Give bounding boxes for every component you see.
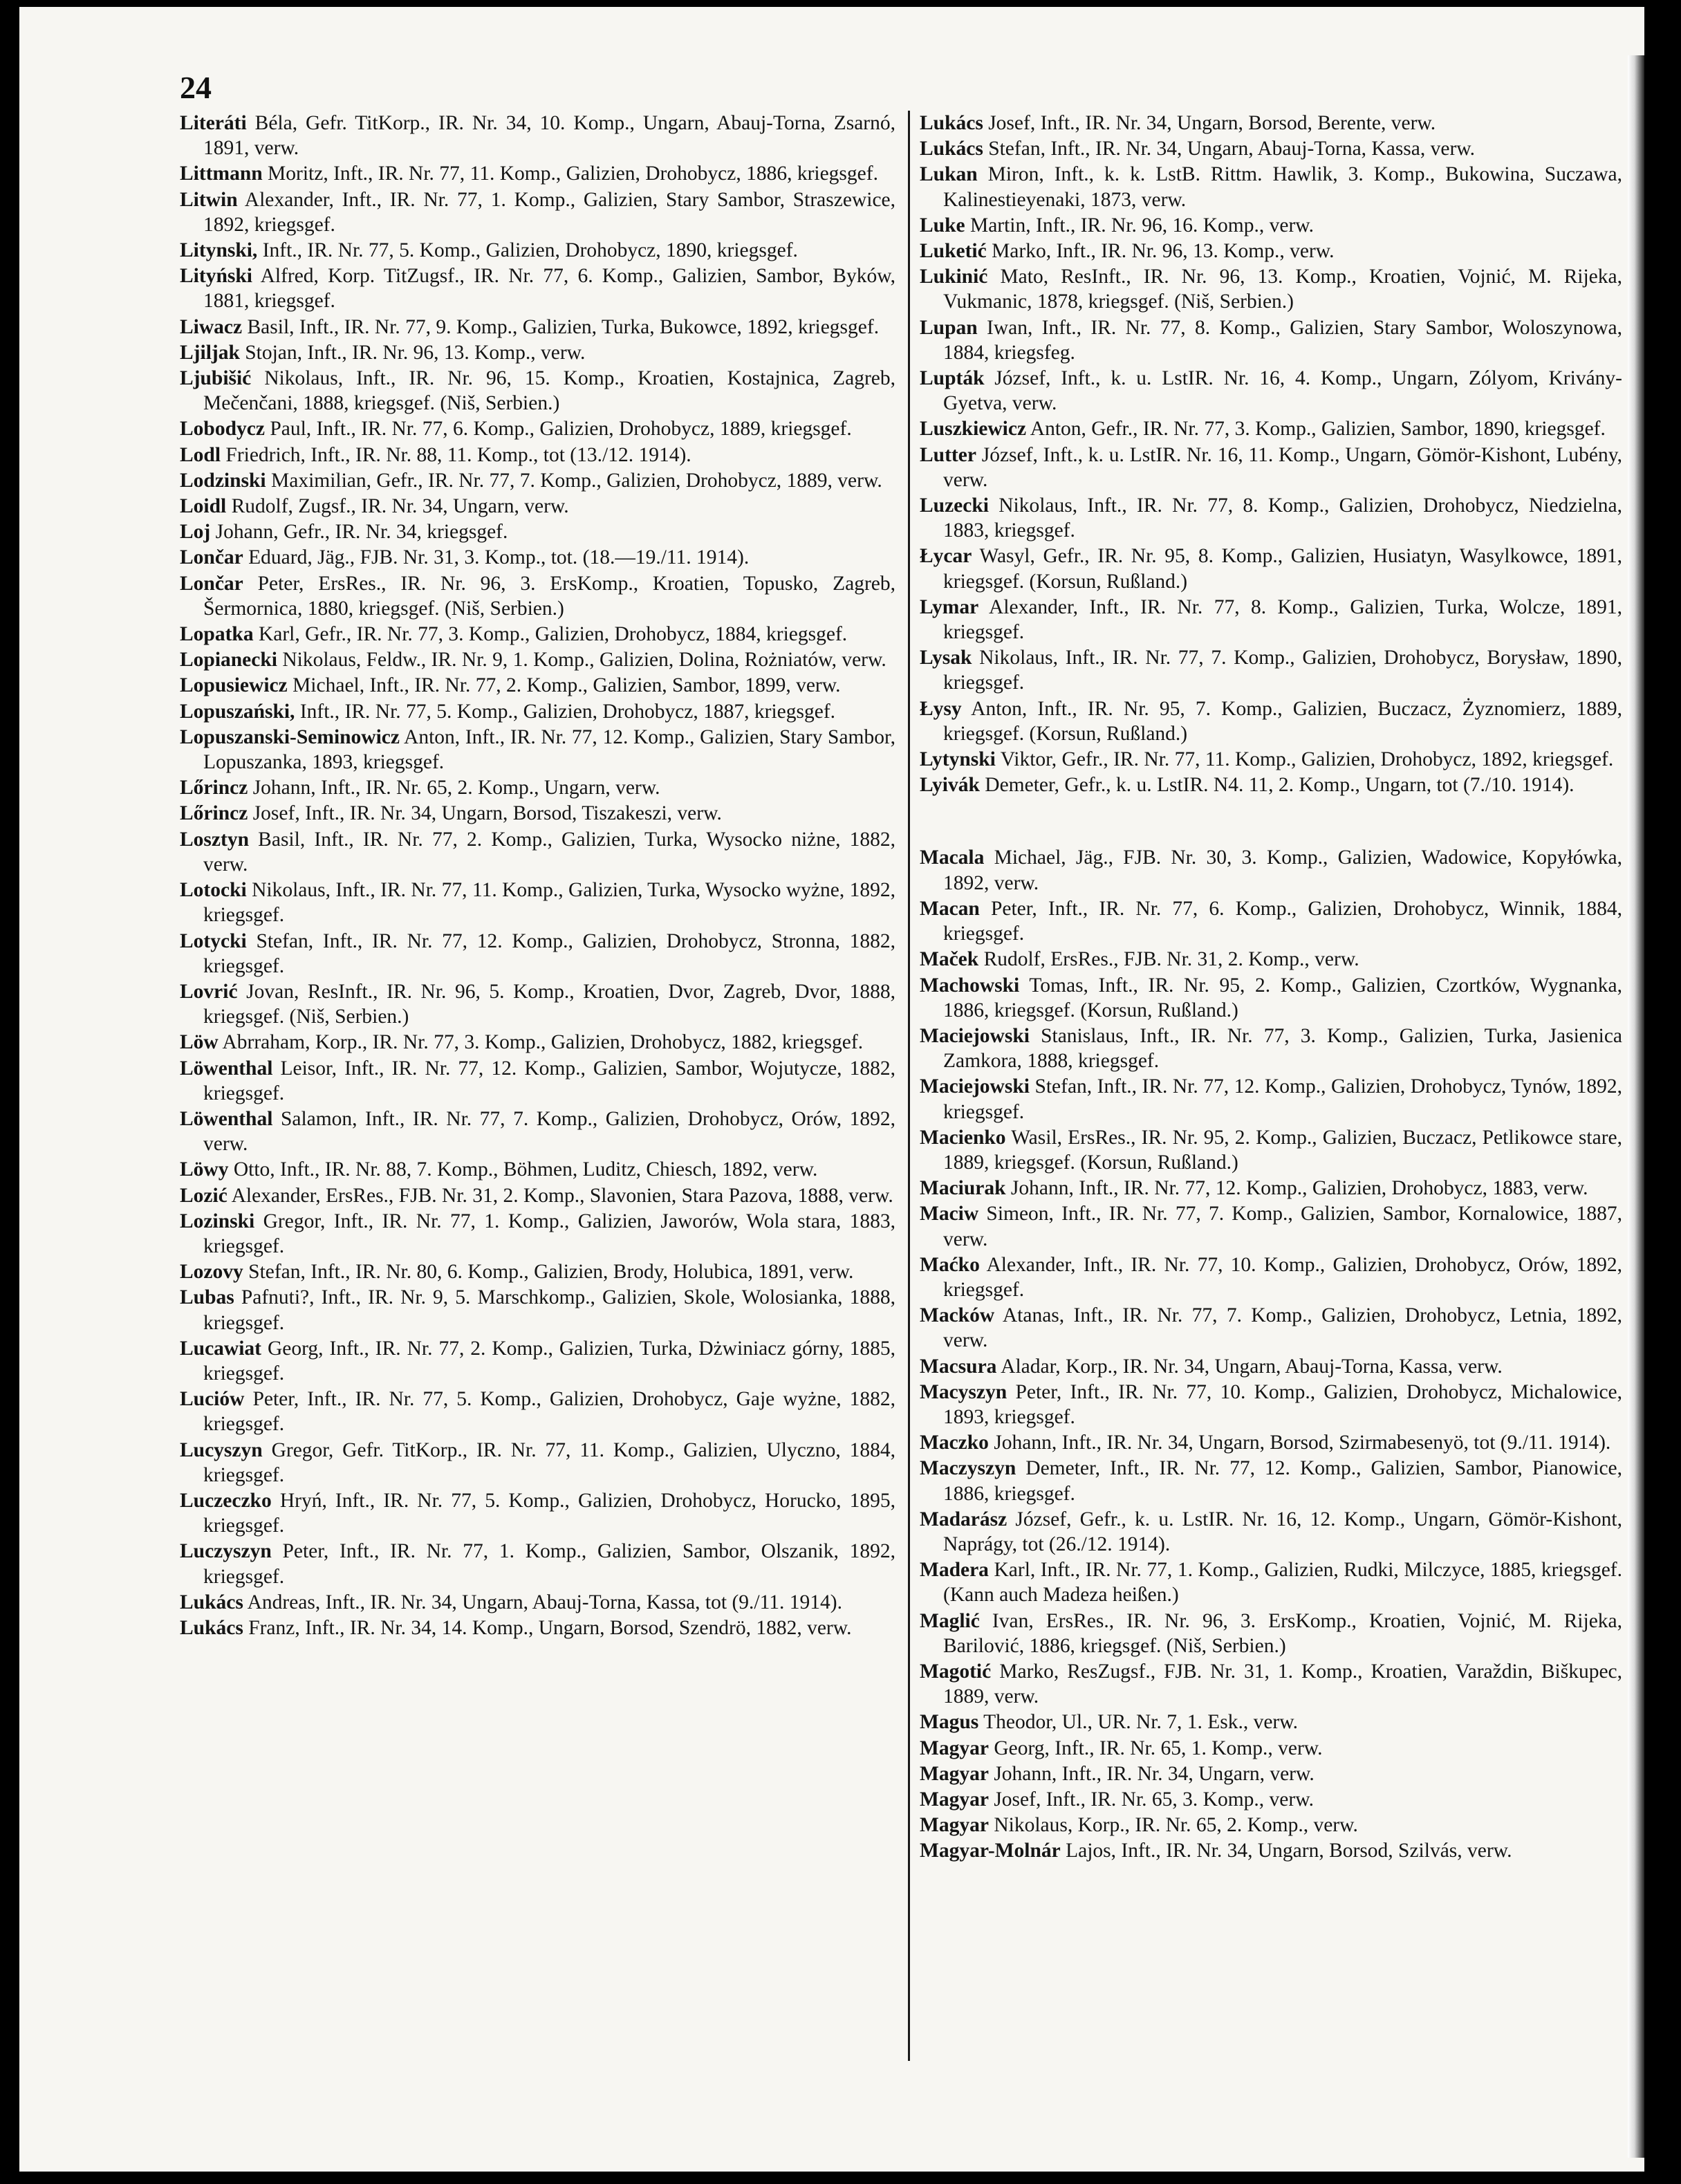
entry-details: Alexander, Inft., IR. Nr. 77, 1. Komp., Galizien, Stary Sambor, Straszewice, 1892, kriegsgef.: [203, 188, 895, 236]
entry-details: Karl, Inft., IR. Nr. 77, 1. Komp., Galizien, Rudki, Milczyce, 1885, kriegsgef. (Kann auch Madeza heißen.): [943, 1559, 1622, 1607]
entry-details: Basil, Inft., IR. Nr. 77, 9. Komp., Galizien, Turka, Bukowce, 1892, kriegsgef.: [247, 315, 880, 338]
entry-surname: Maciejowski: [920, 1075, 1030, 1098]
entry-details: Basil, Inft., IR. Nr. 77, 2. Komp., Galizien, Turka, Wysocko niżne, 1882, verw.: [203, 828, 896, 876]
entry-surname: Ljiljak: [180, 341, 240, 364]
entry-surname: Maciurak: [920, 1177, 1006, 1200]
entry-surname: Lutter: [920, 443, 976, 466]
scan-edge-stripe: [1628, 55, 1644, 2158]
entry-details: Nikolaus, Inft., IR. Nr. 77, 11. Komp., Galizien, Turka, Wysocko wyżne, 1892, kriegsgef.: [203, 879, 896, 927]
register-entry: [180, 827, 895, 877]
entry-surname: Maćko: [920, 1253, 980, 1276]
entry-surname: Magyar: [920, 1737, 989, 1759]
entry-surname: Maciejowski: [920, 1024, 1030, 1047]
entry-details: Alexander, ErsRes., FJB. Nr. 31, 2. Komp., Slavonien, Stara Pazova, 1888, verw.: [231, 1184, 893, 1207]
entry-details: Simeon, Inft., IR. Nr. 77, 7. Komp., Galizien, Sambor, Kornalowice, 1887, verw.: [943, 1203, 1622, 1250]
entry-details: Peter, Inft., IR. Nr. 77, 6. Komp., Galizien, Drohobycz, Winnik, 1884, kriegsgef.: [943, 897, 1622, 945]
register-entry: [920, 1024, 1622, 1073]
register-entry: [920, 1838, 1622, 1863]
register-entry: [920, 896, 1622, 946]
entry-details: Anton, Inft., IR. Nr. 95, 7. Komp., Galizien, Buczacz, Żyznomierz, 1889, kriegsgef. (Korsun, Rußland.): [943, 697, 1622, 745]
register-entry: [180, 1336, 895, 1386]
entry-details: Jovan, ResInft., IR. Nr. 96, 5. Komp., Kroatien, Dvor, Zagreb, Dvor, 1888, kriegsgef. (Niš, Serbien.): [203, 980, 895, 1028]
entry-details: Wasyl, Gefr., IR. Nr. 95, 8. Komp., Galizien, Husiatyn, Wasylkowce, 1891, kriegsgef. (Korsun, Rußland.): [943, 545, 1622, 593]
entry-details: Johann, Inft., IR. Nr. 34, Ungarn, verw.: [994, 1762, 1315, 1785]
register-entry: [180, 1488, 895, 1538]
entry-surname: Macan: [920, 897, 980, 920]
register-entry: [180, 775, 895, 800]
entry-details: Béla, Gefr. TitKorp., IR. Nr. 34, 10. Komp., Ungarn, Abauj-Torna, Zsarnó, 1891, verw.: [203, 112, 895, 160]
entry-details: Nikolaus, Inft., IR. Nr. 77, 8. Komp., Galizien, Drohobycz, Niedzielna, 1883, kriegsgef.: [943, 494, 1622, 542]
entry-surname: Lovrić: [180, 980, 238, 1003]
register-entry: [920, 595, 1622, 645]
entry-surname: Luszkiewicz: [920, 418, 1027, 441]
entry-details: Andreas, Inft., IR. Nr. 34, Ungarn, Abauj-Torna, Kassa, tot (9./11. 1914).: [247, 1591, 842, 1613]
register-entry: [180, 1107, 895, 1156]
entry-details: Peter, ErsRes., IR. Nr. 96, 3. ErsKomp., Kroatien, Topusko, Zagreb, Šermornica, 1880, kriegsgef. (Niš, Serbien.): [203, 572, 896, 620]
entry-surname: Losztyn: [180, 828, 249, 851]
entry-surname: Löwenthal: [180, 1057, 273, 1080]
entry-surname: Litynski,: [180, 239, 258, 262]
entry-surname: Magotić: [920, 1660, 992, 1683]
register-entry: [180, 622, 895, 647]
register-entry: [920, 264, 1622, 314]
entry-surname: Luczeczko: [180, 1489, 272, 1512]
register-entry: [920, 973, 1622, 1023]
entry-details: Stefan, Inft., IR. Nr. 77, 12. Komp., Galizien, Drohobycz, Stronna, 1882, kriegsgef.: [203, 929, 896, 977]
entry-surname: Luzecki: [920, 494, 989, 517]
entry-surname: Luciów: [180, 1388, 245, 1411]
register-entry: [180, 111, 895, 160]
register-entry: [180, 1285, 895, 1335]
entry-details: Demeter, Gefr., k. u. LstIR. N4. 11, 2. Komp., Ungarn, tot (7./10. 1914).: [985, 774, 1575, 797]
entry-details: Maximilian, Gefr., IR. Nr. 77, 7. Komp., Galizien, Drohobycz, 1889, verw.: [271, 469, 882, 492]
register-entry: [920, 1430, 1622, 1455]
register-entry: [180, 494, 895, 519]
register-entry: [180, 187, 895, 237]
entry-details: József, Gefr., k. u. LstIR. Nr. 16, 12. Komp., Ungarn, Gömör-Kishont, Naprágy, tot (26./12. 1914).: [943, 1508, 1622, 1555]
entry-details: József, Inft., k. u. LstIR. Nr. 16, 4. Komp., Ungarn, Zólyom, Krivány-Gyetva, verw.: [943, 367, 1622, 415]
register-entry: [180, 1259, 895, 1284]
right-column-l-section: [920, 111, 1622, 797]
register-entry: [920, 315, 1622, 365]
section-gap: [920, 798, 1622, 845]
entry-details: Wasil, ErsRes., IR. Nr. 95, 2. Komp., Galizien, Buczacz, Petlikowce stare, 1889, kriegsgef. (Korsun, Rußland.): [943, 1126, 1622, 1174]
register-entry: [920, 1659, 1622, 1709]
entry-details: Peter, Inft., IR. Nr. 77, 10. Komp., Galizien, Drohobycz, Michalowice, 1893, kriegsgef.: [943, 1380, 1623, 1428]
register-entry: [920, 544, 1622, 593]
register-entry: [180, 801, 895, 826]
register-entry: [920, 747, 1622, 772]
entry-details: Georg, Inft., IR. Nr. 77, 2. Komp., Galizien, Turka, Dżwiniacz górny, 1885, kriegsgef.: [203, 1337, 896, 1385]
register-entry: [180, 1030, 895, 1055]
entry-details: Eduard, Jäg., FJB. Nr. 31, 3. Komp., tot. (18.—19./11. 1914).: [248, 546, 750, 569]
entry-details: Demeter, Inft., IR. Nr. 77, 12. Komp., Galizien, Sambor, Pianowice, 1886, kriegsgef.: [943, 1457, 1623, 1505]
entry-details: Stefan, Inft., IR. Nr. 34, Ungarn, Abauj-Torna, Kassa, verw.: [988, 138, 1476, 160]
entry-surname: Lopianecki: [180, 649, 277, 672]
register-entry: [920, 111, 1622, 136]
register-entry: [920, 493, 1622, 543]
register-entry: [920, 1354, 1622, 1379]
register-entry: [180, 468, 895, 493]
entry-surname: Magyar: [920, 1814, 989, 1837]
register-entry: [920, 645, 1622, 695]
entry-details: Stanislaus, Inft., IR. Nr. 77, 3. Komp., Galizien, Turka, Jasienica Zamkora, 1888, kriegsgef.: [943, 1024, 1623, 1073]
register-entry: [180, 545, 895, 570]
entry-details: Nikolaus, Inft., IR. Nr. 96, 15. Komp., Kroatien, Kostajnica, Zagreb, Mečenčani, 1888, kriegsgef. (Niš, Serbien.): [203, 367, 895, 415]
register-entry: [920, 416, 1622, 441]
register-entry: [920, 1557, 1622, 1607]
entry-details: Anton, Inft., IR. Nr. 77, 12. Komp., Galizien, Stary Sambor, Lopuszanka, 1893, kriegsgef.: [203, 725, 896, 774]
entry-surname: Lysak: [920, 647, 972, 669]
register-entry: [920, 1201, 1622, 1251]
entry-surname: Macyszyn: [920, 1380, 1007, 1403]
register-entry: [920, 1813, 1622, 1838]
register-entry: [180, 366, 895, 416]
entry-details: Nikolaus, Korp., IR. Nr. 65, 2. Komp., verw.: [994, 1814, 1358, 1837]
entry-details: Otto, Inft., IR. Nr. 88, 7. Komp., Böhmen, Luditz, Chiesch, 1892, verw.: [233, 1158, 818, 1181]
entry-surname: Lupták: [920, 367, 985, 390]
register-entry: [180, 571, 895, 621]
entry-surname: Ljubišić: [180, 367, 252, 390]
entry-details: Anton, Gefr., IR. Nr. 77, 3. Komp., Galizien, Sambor, 1890, kriegsgef.: [1030, 418, 1606, 441]
entry-details: Ivan, ErsRes., IR. Nr. 96, 3. ErsKomp., Kroatien, Vojnić, M. Rijeka, Barilović, 1886, kriegsgef. (Niš, Serbien.): [943, 1609, 1623, 1657]
entry-surname: Macsura: [920, 1355, 997, 1378]
register-entry: [920, 162, 1622, 212]
entry-details: Stefan, Inft., IR. Nr. 80, 6. Komp., Galizien, Brody, Holubica, 1891, verw.: [248, 1261, 854, 1284]
entry-surname: Lőrincz: [180, 802, 248, 825]
entry-surname: Lymar: [920, 595, 979, 618]
entry-surname: Magyar: [920, 1788, 989, 1811]
entry-details: Mato, ResInft., IR. Nr. 96, 13. Komp., Kroatien, Vojnić, M. Rijeka, Vukmanic, 1878, kriegsgef. (Niš, Serbien.): [943, 266, 1622, 313]
entry-surname: Lucyszyn: [180, 1438, 263, 1461]
register-entry: [180, 263, 895, 313]
entry-surname: Maczko: [920, 1432, 989, 1454]
entry-surname: Lončar: [180, 546, 243, 569]
entry-surname: Literáti: [180, 112, 247, 134]
register-entry: [920, 1380, 1622, 1429]
register-entry: [920, 1456, 1622, 1506]
entry-surname: Lyivák: [920, 774, 980, 797]
entry-details: Michael, Inft., IR. Nr. 77, 2. Komp., Galizien, Sambor, 1899, verw.: [292, 674, 841, 697]
entry-surname: Luketić: [920, 240, 987, 263]
register-entry: [920, 845, 1622, 895]
register-entry: [920, 772, 1622, 797]
entry-surname: Magus: [920, 1711, 979, 1734]
register-entry: [920, 239, 1622, 263]
entry-surname: Lukács: [180, 1616, 243, 1639]
column-divider: [908, 111, 910, 2061]
register-entry: [920, 1252, 1622, 1302]
entry-surname: Lukács: [920, 138, 983, 160]
entry-surname: Macala: [920, 846, 985, 869]
register-entry: [180, 1387, 895, 1436]
entry-details: Inft., IR. Nr. 77, 5. Komp., Galizien, Drohobycz, 1887, kriegsgef.: [299, 700, 836, 723]
register-entry: [920, 366, 1622, 416]
entry-surname: Lukinić: [920, 266, 988, 288]
entry-details: Miron, Inft., k. k. LstB. Rittm. Hawlik, 3. Komp., Bukowina, Suczawa, Kalinestieyenaki, 1873, verw.: [943, 163, 1623, 211]
register-entry: [920, 1176, 1622, 1201]
entry-details: Alexander, Inft., IR. Nr. 77, 8. Komp., Galizien, Turka, Wolcze, 1891, kriegsgef.: [943, 595, 1622, 644]
entry-surname: Löwenthal: [180, 1107, 273, 1130]
register-entry: [920, 1125, 1622, 1175]
entry-details: Josef, Inft., IR. Nr. 65, 3. Komp., verw.: [994, 1788, 1314, 1811]
register-entry: [180, 647, 895, 672]
entry-details: Gregor, Gefr. TitKorp., IR. Nr. 77, 11. Komp., Galizien, Ulyczno, 1884, kriegsgef.: [203, 1438, 896, 1486]
entry-surname: Lozovy: [180, 1261, 243, 1284]
entry-details: Marko, ResZugsf., FJB. Nr. 31, 1. Komp., Kroatien, Varaždin, Biškupec, 1889, verw.: [943, 1660, 1623, 1708]
register-entry: [180, 1590, 895, 1615]
entry-surname: Littmann: [180, 163, 263, 185]
entry-surname: Lupan: [920, 316, 978, 339]
register-entry: [180, 315, 895, 340]
register-entry: [180, 1539, 895, 1589]
entry-surname: Lukács: [920, 112, 983, 134]
entry-surname: Maček: [920, 948, 979, 971]
entry-surname: Liwacz: [180, 315, 243, 338]
entry-details: Rudolf, ErsRes., FJB. Nr. 31, 2. Komp., verw.: [983, 948, 1359, 971]
entry-details: Peter, Inft., IR. Nr. 77, 1. Komp., Galizien, Sambor, Olszanik, 1892, kriegsgef.: [203, 1540, 896, 1588]
entry-details: Hryń, Inft., IR. Nr. 77, 5. Komp., Galizien, Drohobycz, Horucko, 1895, kriegsgef.: [203, 1489, 895, 1537]
entry-surname: Maczyszyn: [920, 1457, 1016, 1480]
register-entry: [180, 1056, 895, 1106]
entry-details: Marko, Inft., IR. Nr. 96, 13. Komp., verw.: [992, 240, 1335, 263]
entry-details: Peter, Inft., IR. Nr. 77, 5. Komp., Galizien, Drohobycz, Gaje wyżne, 1882, kriegsgef.: [203, 1388, 895, 1436]
entry-surname: Lityński: [180, 265, 252, 288]
entry-details: Martin, Inft., IR. Nr. 96, 16. Komp., verw.: [969, 214, 1315, 237]
register-entry: [180, 1209, 895, 1259]
entry-details: Johann, Inft., IR. Nr. 34, Ungarn, Borsod, Szirmabesenyö, tot (9./11. 1914).: [994, 1432, 1611, 1454]
entry-details: Johann, Inft., IR. Nr. 77, 12. Komp., Galizien, Drohobycz, 1883, verw.: [1010, 1177, 1588, 1200]
entry-surname: Lodzinski: [180, 469, 266, 492]
entry-surname: Loj: [180, 521, 211, 544]
entry-surname: Lobodycz: [180, 418, 265, 441]
entry-surname: Lotycki: [180, 929, 247, 952]
entry-surname: Machowski: [920, 974, 1020, 997]
entry-details: Gregor, Inft., IR. Nr. 77, 1. Komp., Galizien, Jaworów, Wola stara, 1883, kriegsgef.: [203, 1210, 895, 1257]
entry-surname: Magyar-Molnár: [920, 1840, 1061, 1862]
entry-surname: Macków: [920, 1304, 995, 1327]
register-entry: [180, 725, 895, 775]
left-column: [180, 111, 895, 1641]
entry-surname: Lucawiat: [180, 1337, 261, 1360]
register-entry: [180, 238, 895, 263]
entry-surname: Litwin: [180, 188, 238, 211]
entry-details: Aladar, Korp., IR. Nr. 34, Ungarn, Abauj-Torna, Kassa, verw.: [1001, 1355, 1503, 1378]
entry-surname: Madarász: [920, 1508, 1007, 1530]
register-entry: [920, 1303, 1622, 1353]
entry-surname: Maciw: [920, 1203, 979, 1225]
entry-details: Lajos, Inft., IR. Nr. 34, Ungarn, Borsod, Szilvás, verw.: [1066, 1840, 1512, 1862]
register-entry: [920, 947, 1622, 972]
entry-surname: Lončar: [180, 572, 243, 595]
entry-details: Michael, Jäg., FJB. Nr. 30, 3. Komp., Galizien, Wadowice, Kopyłówka, 1892, verw.: [943, 846, 1623, 894]
entry-surname: Lukan: [920, 163, 978, 186]
entry-details: Josef, Inft., IR. Nr. 34, Ungarn, Borsod, Berente, verw.: [988, 112, 1436, 134]
entry-details: Karl, Gefr., IR. Nr. 77, 3. Komp., Galizien, Drohobycz, 1884, kriegsgef.: [258, 623, 848, 646]
register-entry: [180, 979, 895, 1029]
entry-details: Johann, Inft., IR. Nr. 65, 2. Komp., Ungarn, verw.: [252, 777, 660, 799]
entry-details: Atanas, Inft., IR. Nr. 77, 7. Komp., Galizien, Drohobycz, Letnia, 1892, verw.: [943, 1304, 1622, 1352]
register-entry: [180, 519, 895, 544]
entry-surname: Lodl: [180, 443, 221, 466]
entry-surname: Maglić: [920, 1609, 980, 1632]
entry-details: Pafnuti?, Inft., IR. Nr. 9, 5. Marschkomp., Galizien, Skole, Wolosianka, 1888, kriegsgef.: [203, 1286, 895, 1334]
register-entry: [180, 443, 895, 468]
entry-details: Alexander, Inft., IR. Nr. 77, 10. Komp., Galizien, Drohobycz, Orów, 1892, kriegsgef.: [943, 1253, 1622, 1301]
entry-details: Paul, Inft., IR. Nr. 77, 6. Komp., Galizien, Drohobycz, 1889, kriegsgef.: [270, 418, 852, 441]
entry-surname: Madera: [920, 1559, 989, 1582]
entry-surname: Lukács: [180, 1591, 243, 1613]
entry-surname: Löwy: [180, 1158, 229, 1181]
entry-details: Leisor, Inft., IR. Nr. 77, 12. Komp., Galizien, Sambor, Wojutycze, 1882, kriegsgef.: [203, 1057, 895, 1104]
register-entry: [920, 1736, 1622, 1761]
right-column: [920, 111, 1622, 1864]
register-entry: [920, 136, 1622, 161]
entry-surname: Lozić: [180, 1184, 227, 1207]
register-entry: [920, 1609, 1622, 1658]
register-entry: [180, 416, 895, 441]
register-entry: [180, 340, 895, 365]
entry-surname: Macienko: [920, 1126, 1006, 1149]
entry-surname: Lubas: [180, 1286, 234, 1309]
register-entry: [180, 1183, 895, 1208]
entry-surname: Magyar: [920, 1762, 989, 1785]
entry-details: Alfred, Korp. TitZugsf., IR. Nr. 77, 6. Komp., Galizien, Sambor, Byków, 1881, kriegsgef.: [203, 265, 895, 313]
entry-surname: Łycar: [920, 545, 972, 568]
register-entry: [920, 213, 1622, 238]
register-entry: [180, 929, 895, 979]
entry-details: Rudolf, Zugsf., IR. Nr. 34, Ungarn, verw.: [231, 495, 569, 518]
entry-surname: Lytynski: [920, 748, 996, 771]
entry-surname: Löw: [180, 1031, 219, 1054]
entry-details: Franz, Inft., IR. Nr. 34, 14. Komp., Ungarn, Borsod, Szendrö, 1882, verw.: [248, 1616, 852, 1639]
entry-details: Salamon, Inft., IR. Nr. 77, 7. Komp., Galizien, Drohobycz, Orów, 1892, verw.: [203, 1107, 895, 1156]
entry-surname: Lopuszański,: [180, 700, 295, 723]
register-entry: [920, 1787, 1622, 1812]
page-number: 24: [180, 70, 212, 105]
entry-details: Moritz, Inft., IR. Nr. 77, 11. Komp., Galizien, Drohobycz, 1886, kriegsgef.: [268, 163, 878, 185]
right-column-m-section: [920, 845, 1622, 1863]
entry-details: Stojan, Inft., IR. Nr. 96, 13. Komp., verw.: [245, 341, 586, 364]
scanned-page: [19, 7, 1644, 2172]
register-entry: [920, 443, 1622, 492]
entry-surname: Lozinski: [180, 1210, 255, 1232]
entry-surname: Łysy: [920, 697, 962, 720]
entry-details: Josef, Inft., IR. Nr. 34, Ungarn, Borsod, Tiszakeszi, verw.: [252, 802, 722, 825]
entry-surname: Lopuszanski-Seminowicz: [180, 725, 400, 748]
register-entry: [920, 696, 1622, 746]
entry-details: Viktor, Gefr., IR. Nr. 77, 11. Komp., Galizien, Drohobycz, 1892, kriegsgef.: [1000, 748, 1614, 771]
register-entry: [180, 161, 895, 186]
entry-details: Stefan, Inft., IR. Nr. 77, 12. Komp., Galizien, Drohobycz, Tynów, 1892, kriegsgef.: [943, 1075, 1623, 1123]
register-entry: [920, 1507, 1622, 1557]
entry-surname: Loidl: [180, 495, 227, 518]
entry-details: Georg, Inft., IR. Nr. 65, 1. Komp., verw.: [994, 1737, 1323, 1759]
entry-details: Nikolaus, Feldw., IR. Nr. 9, 1. Komp., Galizien, Dolina, Rożniatów, verw.: [282, 649, 886, 672]
entry-details: Inft., IR. Nr. 77, 5. Komp., Galizien, Drohobycz, 1890, kriegsgef.: [262, 239, 798, 262]
register-entry: [920, 1761, 1622, 1786]
entry-details: Theodor, Ul., UR. Nr. 7, 1. Esk., verw.: [983, 1711, 1298, 1734]
entry-surname: Lopusiewicz: [180, 674, 288, 697]
entry-surname: Luke: [920, 214, 965, 237]
entry-details: Iwan, Inft., IR. Nr. 77, 8. Komp., Galizien, Stary Sambor, Woloszynowa, 1884, kriegsfeg.: [943, 316, 1623, 364]
register-entry: [180, 878, 895, 927]
register-entry: [180, 673, 895, 698]
register-entry: [920, 1710, 1622, 1734]
entry-details: Friedrich, Inft., IR. Nr. 88, 11. Komp., tot (13./12. 1914).: [225, 443, 691, 466]
entry-details: Abrraham, Korp., IR. Nr. 77, 3. Komp., Galizien, Drohobycz, 1882, kriegsgef.: [222, 1031, 864, 1054]
register-entry: [180, 1157, 895, 1182]
register-entry: [180, 1616, 895, 1640]
register-entry: [180, 1438, 895, 1488]
entry-surname: Lopatka: [180, 623, 254, 646]
entry-surname: Lőrincz: [180, 777, 248, 799]
entry-details: Tomas, Inft., IR. Nr. 95, 2. Komp., Galizien, Czortków, Wygnanka, 1886, kriegsgef. (Korsun, Rußland.): [943, 974, 1623, 1021]
entry-details: Nikolaus, Inft., IR. Nr. 77, 7. Komp., Galizien, Drohobycz, Borysław, 1890, kriegsgef.: [943, 647, 1623, 694]
entry-details: József, Inft., k. u. LstIR. Nr. 16, 11. Komp., Ungarn, Gömör-Kishont, Lubény, verw.: [943, 443, 1622, 491]
entry-details: Johann, Gefr., IR. Nr. 34, kriegsgef.: [215, 521, 508, 544]
entry-surname: Luczyszyn: [180, 1540, 272, 1563]
register-entry: [920, 1074, 1622, 1124]
entry-surname: Lotocki: [180, 879, 247, 902]
register-entry: [180, 699, 895, 724]
